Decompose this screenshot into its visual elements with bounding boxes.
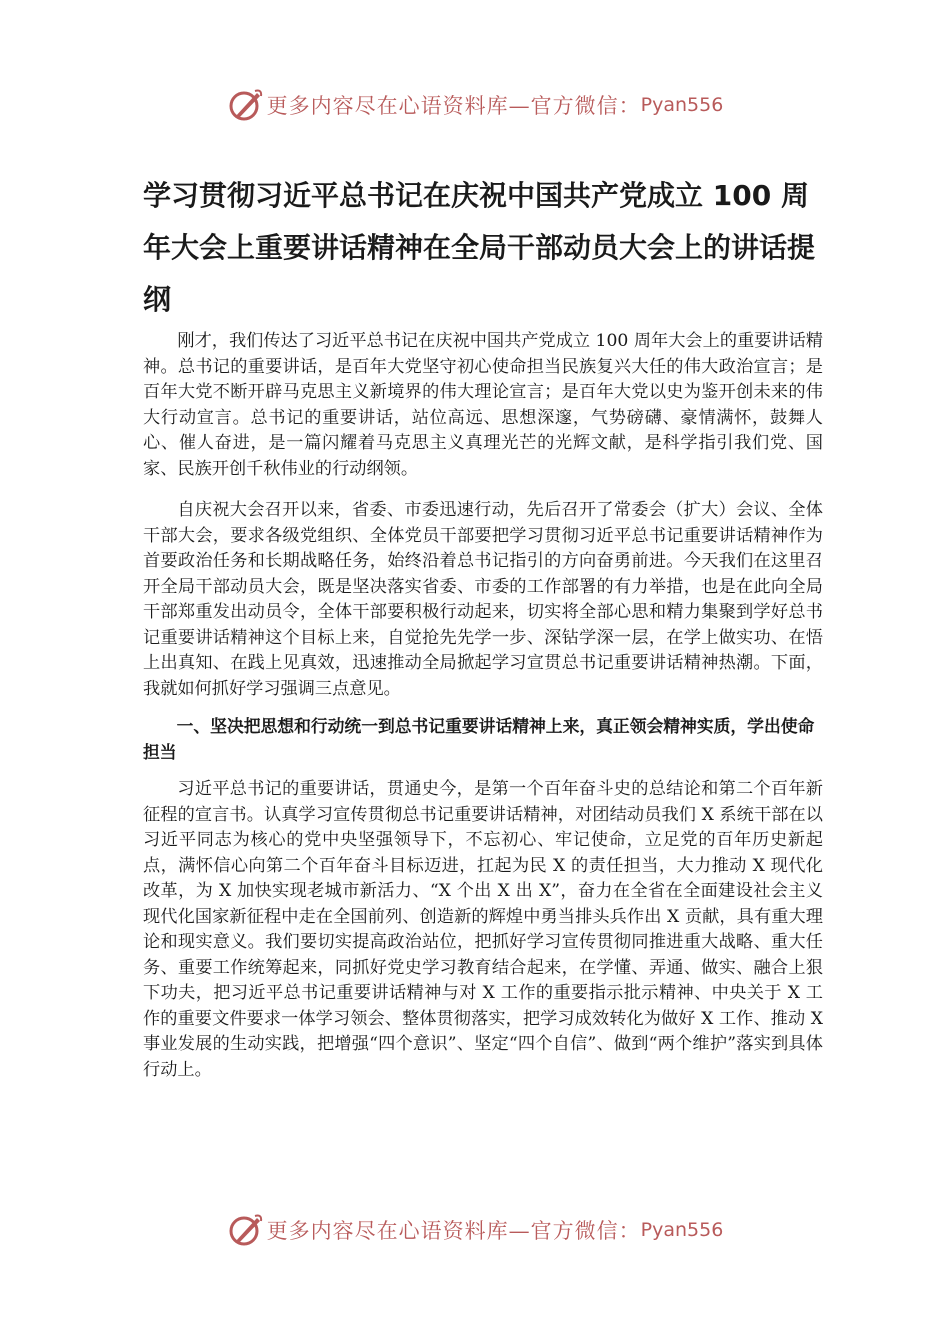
quill-pen-circle-icon (227, 87, 263, 123)
section-heading: 一、坚决把思想和行动统一到总书记重要讲话精神上来，真正领会精神实质，学出使命担当 (143, 716, 815, 762)
footer-wechat-id: Pyan556 (640, 1219, 724, 1241)
header-banner (0, 85, 950, 125)
header-banner-text: 更多内容尽在心语资料库—官方微信： (266, 94, 641, 118)
document-title: 学习贯彻习近平总书记在庆祝中国共产党成立 100 周年大会上重要讲话精神在全局干部动员大会上的讲话提纲 (143, 179, 816, 316)
quill-pen-circle-icon (227, 1212, 263, 1248)
header-wechat-id: Pyan556 (640, 94, 724, 116)
intro-paragraph: 刚才，我们传达了习近平总书记在庆祝中国共产党成立 100 周年大会上的重要讲话精神。总书记的重要讲话，是百年大党坚守初心使命担当民族复兴大任的伟大政治宣言；是百年大党不断开辟马克思主义新境界的伟大理论宣言；是百年大党以史为鉴开创未来的伟大行动宣言。总书记的重要讲话，站位高远、思想深邃，气势磅礴、豪情满怀，鼓舞人心、催人奋进，是一篇闪耀着马克思主义真理光芒的光辉文献，是科学指引我们党、国家、民族开创千秋伟业的行动纲领。 (143, 331, 823, 479)
section-paragraph: 习近平总书记的重要讲话，贯通史今，是第一个百年奋斗史的总结论和第二个百年新征程的宣言书。认真学习宣传贯彻总书记重要讲话精神，对团结动员我们 X 系统干部在以习近平同志为核心的党中央坚强领导下，不忘初心、牢记使命，立足党的百年历史新起点，满怀信心向第二个百年奋斗目标迈进，扛起为民 X 的责任担当，大力推动 X 现代化改革，为 X 加快实现老城市新活力、“X 个出 X 出 X”，奋力在全省在全面建设社会主义现代化国家新征程中走在全国前列、创造新的辉煌中勇当排头兵作出 X 贡献，具有重大理论和现实意义。我们要切实提高政治站位，把抓好学习宣传贯彻同推进重大战略、重大任务、重要工作统筹起来，同抓好党史学习教育结合起来，在学懂、弄通、做实、融合上狠下功夫，把习近平总书记重要讲话精神与对 X 工作的重要指示批示精神、中央关于 X 工作的重要文件要求一体学习领会、整体贯彻落实，把学习成效转化为做好 X 工作、推动 X 事业发展的生动实践，把增强“四个意识”、坚定“四个自信”、做到“两个维护”落实到具体行动上。 (143, 779, 823, 1080)
document-body (143, 329, 823, 1083)
footer-banner-text: 更多内容尽在心语资料库—官方微信： (266, 1219, 641, 1243)
background-paragraph: 自庆祝大会召开以来，省委、市委迅速行动，先后召开了常委会（扩大）会议、全体干部大会，要求各级党组织、全体党员干部要把学习贯彻习近平总书记重要讲话精神作为首要政治任务和长期战略任务，始终沿着总书记指引的方向奋勇前进。今天我们在这里召开全局干部动员大会，既是坚决落实省委、市委的工作部署的有力举措，也是在此向全局干部郑重发出动员令，全体干部要积极行动起来，切实将全部心思和精力集聚到学好总书记重要讲话精神这个目标上来，自觉抢先先学一步、深钻学深一层，在学上做实功、在悟上出真知、在践上见真效，迅速推动全局掀起学习宣贯总书记重要讲话精神热潮。下面，我就如何抓好学习强调三点意见。 (143, 500, 823, 699)
footer-banner (0, 1210, 950, 1250)
